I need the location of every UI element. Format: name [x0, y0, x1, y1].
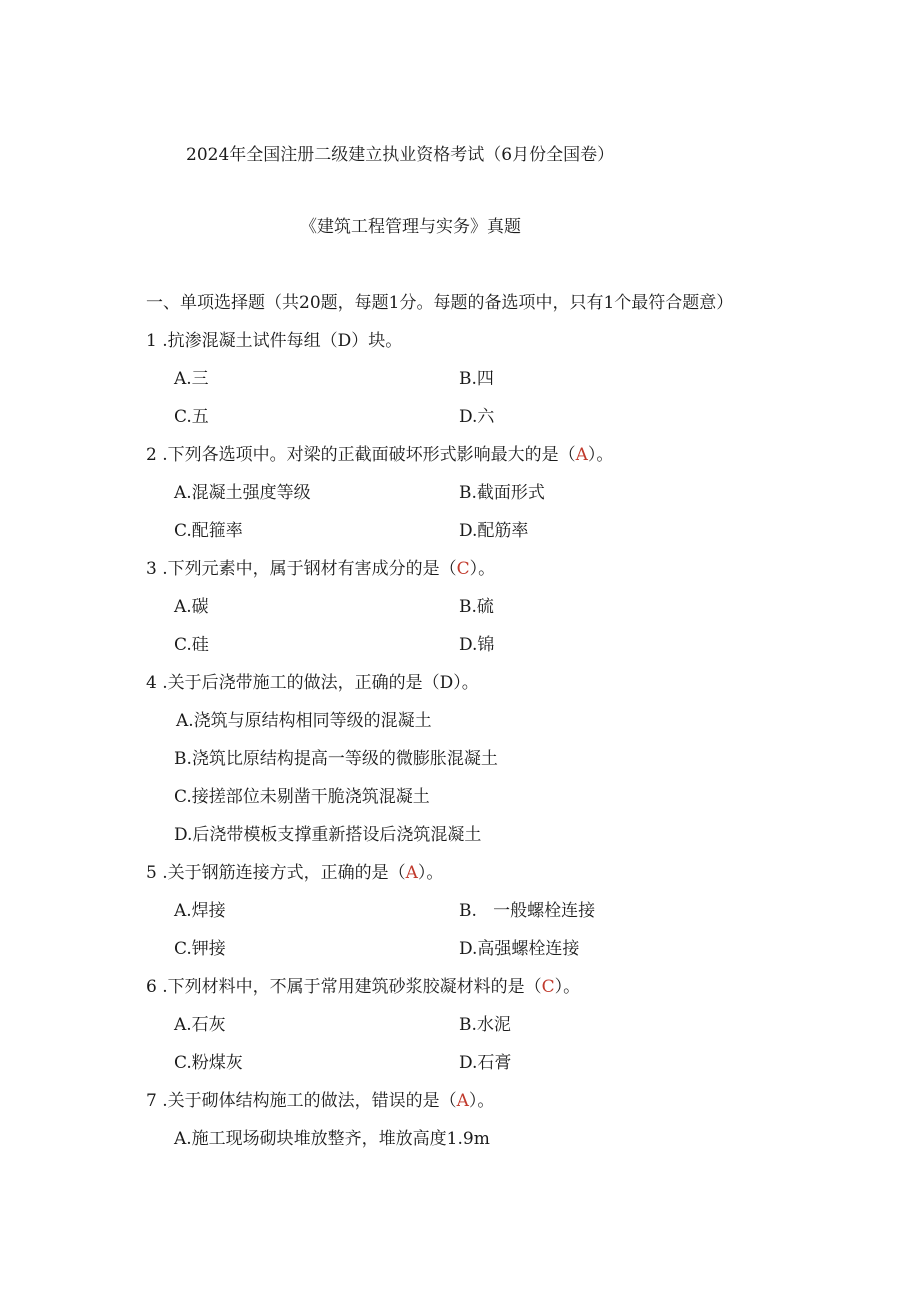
exam-subtitle: 《建筑工程管理与实务》真题	[300, 217, 521, 237]
question-2-answer: A	[575, 445, 588, 465]
section-heading: 一、单项选择题（共20题，每题1分。每题的备选项中，只有1个最符合题意）	[146, 293, 734, 313]
question-6-option-a: A.石灰	[174, 1015, 226, 1035]
question-6-option-c: C.粉煤灰	[174, 1053, 243, 1073]
question-2-option-b: B.截面形式	[459, 483, 545, 503]
question-1-option-b: B.四	[459, 369, 494, 389]
question-5-option-c: C.钾接	[174, 939, 226, 959]
question-1-answer: D	[337, 331, 352, 351]
question-3-option-b: B.硫	[459, 597, 494, 617]
exam-title: 2024年全国注册二级建立执业资格考试（6月份全国卷）	[186, 145, 615, 165]
question-7-answer: A	[456, 1091, 469, 1111]
question-5-answer: A	[405, 863, 418, 883]
question-1-option-c: C.五	[174, 407, 209, 427]
question-4-option-d: D.后浇带模板支撑重新搭设后浇筑混凝土	[174, 825, 482, 845]
question-2-option-a: A.混凝土强度等级	[174, 483, 311, 503]
question-5-option-d: D.高强螺栓连接	[459, 939, 580, 959]
question-4-answer: D	[439, 673, 454, 693]
question-7-stem: 7 .关于砌体结构施工的做法，错误的是（A）。	[146, 1091, 495, 1111]
question-3-answer: C	[456, 559, 470, 579]
question-2-stem: 2 .下列各选项中。对梁的正截面破坏形式影响最大的是（A）。	[146, 445, 614, 465]
question-4-option-b: B.浇筑比原结构提高一等级的微膨胀混凝土	[174, 749, 498, 769]
question-1-option-a: A.三	[174, 369, 209, 389]
question-6-option-b: B.水泥	[459, 1015, 511, 1035]
question-3-option-c: C.硅	[174, 635, 209, 655]
question-5-stem: 5 .关于钢筋连接方式，正确的是（A）。	[146, 863, 444, 883]
question-1-stem: 1 .抗渗混凝土试件每组（D）块。	[146, 331, 403, 351]
question-4-stem: 4 .关于后浇带施工的做法，正确的是（D）。	[146, 673, 479, 693]
question-4-option-c: C.接搓部位未剔凿干脆浇筑混凝土	[174, 787, 430, 807]
question-6-answer: C	[541, 977, 555, 997]
question-3-option-a: A.碳	[174, 597, 209, 617]
question-5-option-b: B. 一般螺栓连接	[459, 901, 596, 921]
question-3-stem: 3 .下列元素中，属于钢材有害成分的是（C）。	[146, 559, 496, 579]
question-1-option-d: D.六	[459, 407, 495, 427]
question-2-option-c: C.配箍率	[174, 521, 243, 541]
question-4-option-a: A.浇筑与原结构相同等级的混凝土	[176, 711, 432, 731]
question-6-option-d: D.石膏	[459, 1053, 512, 1073]
question-7-option-a: A.施工现场砌块堆放整齐，堆放高度1.9m	[174, 1129, 490, 1149]
question-5-option-a: A.焊接	[174, 901, 226, 921]
question-3-option-d: D.锦	[459, 635, 495, 655]
question-2-option-d: D.配筋率	[459, 521, 529, 541]
question-6-stem: 6 .下列材料中，不属于常用建筑砂浆胶凝材料的是（C）。	[146, 977, 581, 997]
